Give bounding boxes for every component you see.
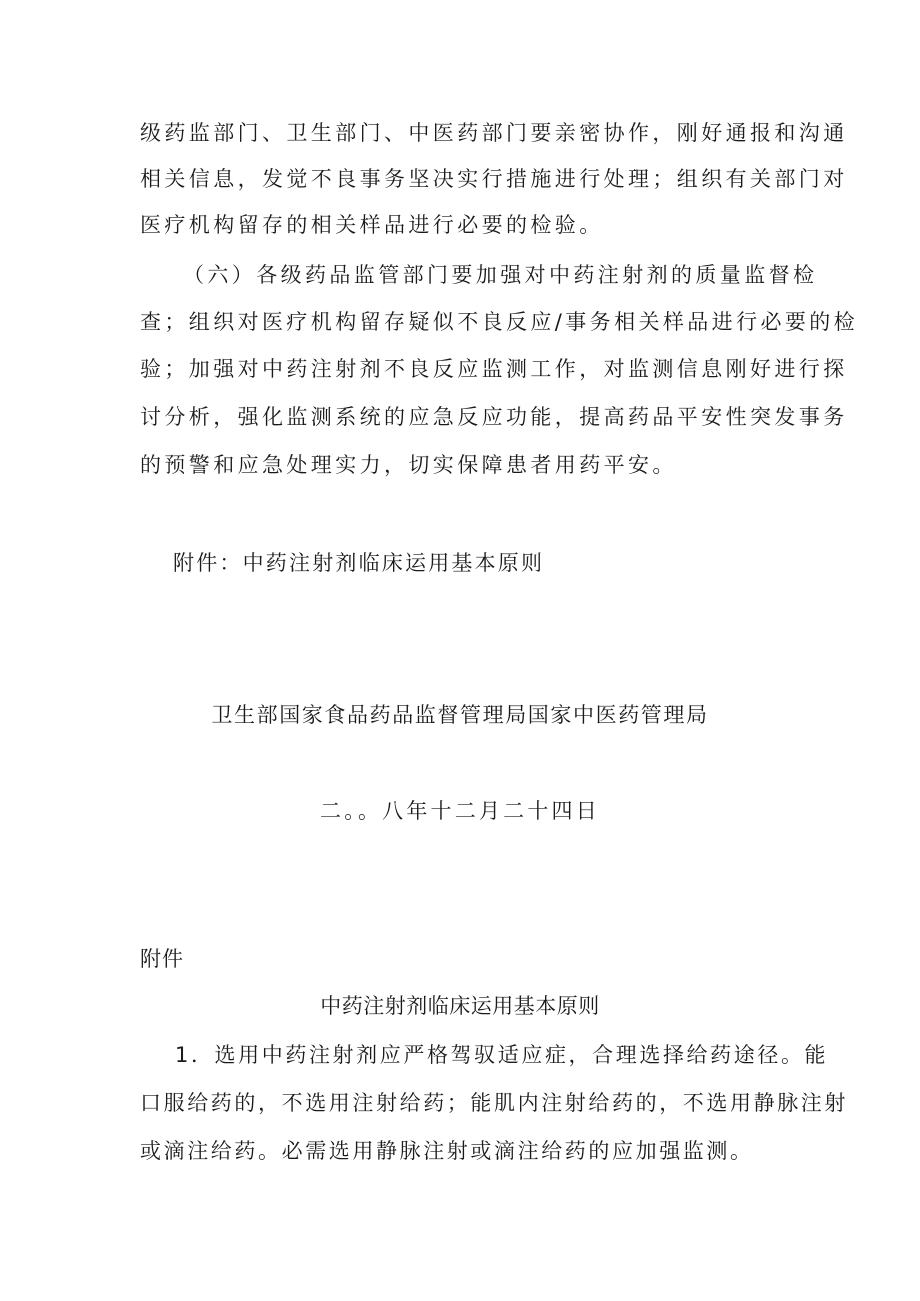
- issue-date: 二。。八年十二月二十四日: [320, 799, 600, 823]
- appendix-title: 中药注射剂临床运用基本原则: [320, 994, 600, 1018]
- attachment-note: 附件：中药注射剂临床运用基本原则: [173, 551, 545, 575]
- paragraph-line: 的预警和应急处理实力，切实保障患者用药平安。: [140, 453, 677, 477]
- paragraph-line: 级药监部门、卫生部门、中医药部门要亲密协作，刚好通报和沟通: [140, 121, 848, 145]
- appendix-label: 附件: [140, 947, 184, 971]
- paragraph-line: 1．选用中药注射剂应严格驾驭适应症，合理选择给药途径。能: [175, 1043, 829, 1067]
- paragraph-line: 验；加强对中药注射剂不良反应监测工作，对监测信息刚好进行探: [140, 357, 848, 381]
- paragraph-line: 讨分析，强化监测系统的应急反应功能，提高药品平安性突发事务: [140, 405, 848, 429]
- paragraph-line: 相关信息，发觉不良事务坚决实行措施进行处理；组织有关部门对: [140, 167, 848, 191]
- paragraph-line: 查；组织对医疗机构留存疑似不良反应/事务相关样品进行必要的检: [140, 310, 859, 334]
- issuer-signature: 卫生部国家食品药品监督管理局国家中医药管理局: [211, 703, 709, 727]
- paragraph-line: 口服给药的，不选用注射给药；能肌内注射给药的，不选用静脉注射: [140, 1091, 848, 1115]
- paragraph-line: 医疗机构留存的相关样品进行必要的检验。: [140, 213, 604, 237]
- paragraph-line: 或滴注给药。必需选用静脉注射或滴注给药的应加强监测。: [140, 1139, 754, 1163]
- paragraph-line: （六）各级药品监管部门要加强对中药注射剂的质量监督检: [183, 263, 818, 287]
